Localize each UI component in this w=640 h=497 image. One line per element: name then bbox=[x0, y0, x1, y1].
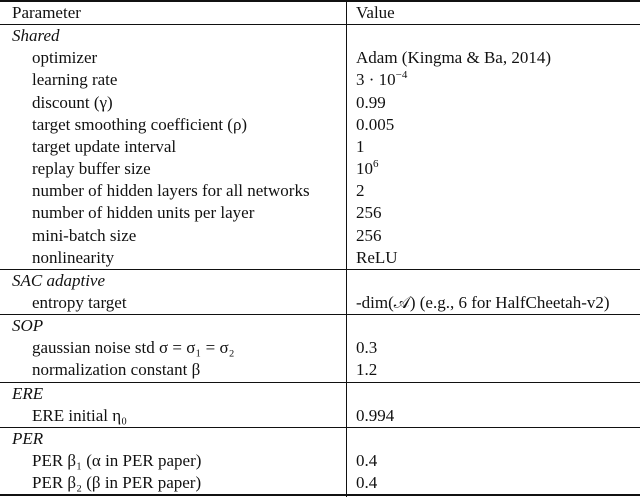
param-value-text: 3 · 10 bbox=[356, 70, 396, 90]
param-value-text: 1 bbox=[356, 136, 365, 156]
param-name-text: gaussian noise std σ = σ₁ = σ₂ bbox=[32, 338, 235, 358]
param-value bbox=[356, 472, 640, 494]
table-row bbox=[0, 450, 640, 472]
header-parameter-text: Parameter bbox=[12, 3, 81, 22]
param-name-text: entropy target bbox=[32, 292, 127, 312]
param-name bbox=[32, 69, 377, 91]
table-row bbox=[0, 69, 640, 91]
section-title-row bbox=[0, 270, 640, 292]
param-name-text: PER β₁ (α in PER paper) bbox=[32, 451, 202, 470]
param-value bbox=[356, 202, 640, 224]
param-name bbox=[32, 472, 377, 494]
param-value-text: 0.99 bbox=[356, 92, 386, 112]
table-row bbox=[0, 472, 640, 494]
param-name bbox=[32, 114, 377, 136]
param-name bbox=[32, 359, 377, 381]
param-value-text: 256 bbox=[356, 225, 382, 245]
param-value bbox=[356, 92, 640, 114]
param-name-text: number of hidden units per layer bbox=[32, 203, 255, 223]
table-bottom-rule bbox=[0, 494, 640, 496]
param-name bbox=[32, 450, 377, 472]
table-row bbox=[0, 92, 640, 114]
param-value bbox=[356, 247, 640, 269]
table-row bbox=[0, 225, 640, 247]
param-name bbox=[32, 47, 377, 69]
param-value-text: 1.2 bbox=[356, 360, 378, 380]
table-row bbox=[0, 136, 640, 158]
header-value bbox=[356, 2, 640, 24]
param-name-text: replay buffer size bbox=[32, 159, 151, 179]
param-value bbox=[356, 359, 640, 381]
param-value bbox=[356, 450, 640, 472]
section-title-row bbox=[0, 25, 640, 47]
param-name bbox=[32, 158, 377, 180]
section-title-row bbox=[0, 383, 640, 405]
param-value-exponent: 6 bbox=[373, 158, 379, 171]
param-value-text: 0.005 bbox=[356, 114, 395, 134]
section-title bbox=[12, 383, 357, 405]
param-value-text: Adam (Kingma & Ba, 2014) bbox=[356, 48, 551, 68]
section-title-text: PER bbox=[12, 428, 44, 448]
param-value-text: 0.3 bbox=[356, 338, 378, 358]
table-row bbox=[0, 114, 640, 136]
param-value bbox=[356, 337, 640, 359]
param-value bbox=[356, 292, 640, 314]
param-name-text: optimizer bbox=[32, 48, 98, 68]
param-value bbox=[356, 405, 640, 427]
header-value-text: Value bbox=[356, 3, 395, 22]
param-name bbox=[32, 180, 377, 202]
section-title-row bbox=[0, 428, 640, 450]
param-value-text: 0.4 bbox=[356, 451, 378, 470]
param-value bbox=[356, 136, 640, 158]
header-parameter bbox=[12, 2, 357, 24]
param-name bbox=[32, 405, 377, 427]
param-value-text: 0.4 bbox=[356, 473, 378, 493]
table-row bbox=[0, 292, 640, 314]
param-value bbox=[356, 69, 640, 91]
param-value bbox=[356, 114, 640, 136]
param-name-text: target smoothing coefficient (ρ) bbox=[32, 114, 248, 134]
param-name-text: ERE initial η₀ bbox=[32, 405, 128, 425]
param-value-text: 2 bbox=[356, 181, 365, 201]
section-title-row bbox=[0, 315, 640, 337]
header-row bbox=[0, 2, 640, 24]
param-value bbox=[356, 47, 640, 69]
param-name bbox=[32, 136, 377, 158]
section-title-text: SAC adaptive bbox=[12, 270, 106, 290]
param-name bbox=[32, 92, 377, 114]
param-name bbox=[32, 202, 377, 224]
section-title-text: Shared bbox=[12, 26, 60, 46]
section-title bbox=[12, 315, 357, 337]
param-value-text: 256 bbox=[356, 203, 382, 223]
table-row bbox=[0, 405, 640, 427]
table-row bbox=[0, 337, 640, 359]
param-value-text: ReLU bbox=[356, 247, 398, 267]
param-name-text: discount (γ) bbox=[32, 92, 113, 112]
param-name-text: mini-batch size bbox=[32, 225, 137, 245]
section-title bbox=[12, 25, 357, 47]
table-row bbox=[0, 158, 640, 180]
param-value-exponent: −4 bbox=[395, 69, 408, 82]
param-name-text: normalization constant β bbox=[32, 360, 201, 380]
param-name-text: nonlinearity bbox=[32, 247, 115, 267]
param-name-text: learning rate bbox=[32, 70, 118, 90]
param-value-text: -dim(𝒜) (e.g., 6 for HalfCheetah-v2) bbox=[356, 292, 610, 312]
param-name-text: PER β₂ (β in PER paper) bbox=[32, 473, 202, 493]
param-name bbox=[32, 337, 377, 359]
param-name-text: target update interval bbox=[32, 136, 177, 156]
param-name bbox=[32, 247, 377, 269]
table-row bbox=[0, 202, 640, 224]
table-row bbox=[0, 247, 640, 269]
param-name bbox=[32, 225, 377, 247]
section-title bbox=[12, 270, 357, 292]
param-value bbox=[356, 158, 640, 180]
section-title-text: SOP bbox=[12, 316, 44, 336]
section-title bbox=[12, 428, 357, 450]
param-value-text: 10 bbox=[356, 159, 373, 179]
table-row bbox=[0, 47, 640, 69]
column-divider bbox=[346, 0, 347, 497]
table-row bbox=[0, 180, 640, 202]
table-row bbox=[0, 359, 640, 381]
param-name-text: number of hidden layers for all networks bbox=[32, 181, 310, 201]
param-name bbox=[32, 292, 377, 314]
param-value-text: 0.994 bbox=[356, 405, 395, 425]
param-value bbox=[356, 180, 640, 202]
param-value bbox=[356, 225, 640, 247]
section-title-text: ERE bbox=[12, 383, 44, 403]
